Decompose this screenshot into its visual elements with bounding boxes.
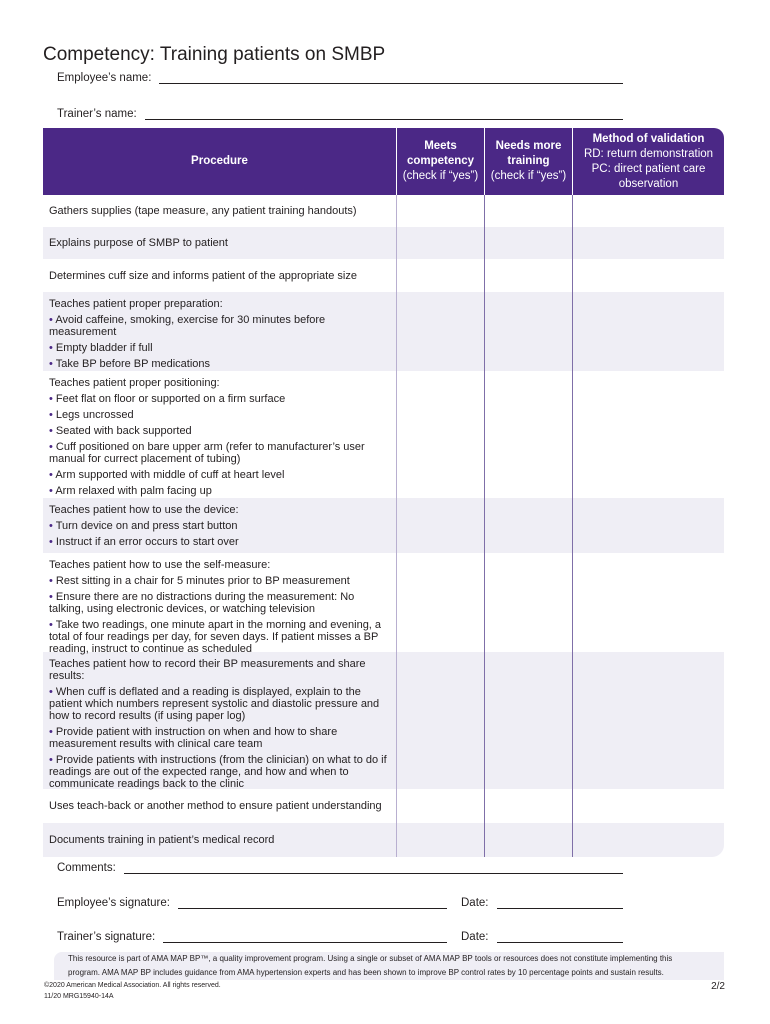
header-meets-competency: Meets competency (check if “yes”) [397,128,485,195]
needs-training-cell[interactable] [485,498,573,553]
needs-training-cell[interactable] [485,227,573,259]
meets-competency-cell[interactable] [397,553,485,652]
method-cell[interactable] [573,195,724,227]
header-needs-training: Needs more training (check if “yes”) [485,128,573,195]
employee-signature-label: Employee’s signature: [57,897,170,909]
table-header [43,128,724,195]
table-row [43,259,724,292]
trainer-date-line[interactable] [497,932,624,943]
footer-line-1: This resource is part of AMA MAP BP™, a quality improvement program. Using a single or subset of AMA MAP BP tools or resources does not constitute implementing this [68,954,673,963]
method-cell[interactable] [573,259,724,292]
table-row [43,789,724,823]
doc-code: 11/20 MRG15940-14A [44,993,114,1000]
meets-competency-cell[interactable] [397,652,485,789]
procedure-cell: Explains purpose of SMBP to patient [43,227,397,259]
method-cell[interactable] [573,227,724,259]
meets-competency-cell[interactable] [397,259,485,292]
employee-name-field [57,72,623,84]
page-title: Competency: Training patients on SMBP [43,44,386,65]
meets-competency-cell[interactable] [397,789,485,823]
meets-competency-cell[interactable] [397,292,485,371]
procedure-cell: Uses teach-back or another method to ensure patient understanding [43,789,397,823]
employee-date-line[interactable] [497,898,624,909]
needs-training-cell[interactable] [485,292,573,371]
procedure-cell: Gathers supplies (tape measure, any patient training handouts) [43,195,397,227]
procedure-cell: Teaches patient proper preparation: • Avoid caffeine, smoking, exercise for 30 minutes before measurement • Empty bladder if full • Take BP before BP medications [43,292,397,371]
employee-date-field [461,897,623,909]
comments-field [57,862,623,874]
needs-training-cell[interactable] [485,652,573,789]
method-cell[interactable] [573,823,724,857]
table-row [43,652,724,789]
trainer-signature-field [57,931,447,943]
procedure-cell: Determines cuff size and informs patient of the appropriate size [43,259,397,292]
procedure-cell: Documents training in patient’s medical record [43,823,397,857]
method-cell[interactable] [573,292,724,371]
table-row [43,292,724,371]
table-row [43,498,724,553]
trainer-name-label: Trainer’s name: [57,108,137,120]
trainer-signature-label: Trainer’s signature: [57,931,156,943]
comments-line[interactable] [124,863,623,874]
employee-signature-field [57,897,447,909]
page-number: 2/2 [711,981,725,992]
needs-training-cell[interactable] [485,371,573,498]
meets-competency-cell[interactable] [397,498,485,553]
employee-name-line[interactable] [159,73,623,84]
meets-competency-cell[interactable] [397,227,485,259]
meets-competency-cell[interactable] [397,823,485,857]
comments-label: Comments: [57,862,116,874]
header-method-of-validation: Method of validation RD: return demonstration PC: direct patient care observation [583,132,714,190]
method-cell[interactable] [573,789,724,823]
method-cell[interactable] [573,553,724,652]
method-cell[interactable] [573,371,724,498]
table-row [43,227,724,259]
meets-competency-cell[interactable] [397,195,485,227]
employee-date-label: Date: [461,897,489,909]
method-cell[interactable] [573,652,724,789]
trainer-signature-line[interactable] [163,932,447,943]
needs-training-cell[interactable] [485,259,573,292]
copyright: ©2020 American Medical Association. All rights reserved. [44,982,221,989]
employee-signature-line[interactable] [178,898,447,909]
method-cell[interactable] [573,498,724,553]
needs-training-cell[interactable] [485,823,573,857]
employee-name-label: Employee’s name: [57,72,152,84]
table-row [43,371,724,498]
table-row [43,823,724,857]
procedure-cell: Teaches patient how to use the self-measure: • Rest sitting in a chair for 5 minutes prior to BP measurement • Ensure there are no distractions during the measurement: No talking, using electronic devices, or watching television • Take two readings, one minute apart in the morning and evening, a total of four readings per day, for seven days. If patient misses a BP reading, instruct to continue as scheduled [43,553,397,652]
footer-disclaimer [54,952,724,980]
trainer-name-line[interactable] [145,109,623,120]
needs-training-cell[interactable] [485,195,573,227]
trainer-name-field [57,108,623,120]
procedure-cell: Teaches patient how to use the device: • Turn device on and press start button • Instruct if an error occurs to start over [43,498,397,553]
table-row [43,195,724,227]
meets-competency-cell[interactable] [397,371,485,498]
needs-training-cell[interactable] [485,789,573,823]
header-procedure: Procedure [43,128,397,195]
competency-table [43,128,724,857]
trainer-date-field [461,931,623,943]
needs-training-cell[interactable] [485,553,573,652]
procedure-cell: Teaches patient proper positioning: • Feet flat on floor or supported on a firm surface • Legs uncrossed • Seated with back supported • Cuff positioned on bare upper arm (refer to manufacturer’s user manual for currect placement of tubing) • Arm supported with middle of cuff at heart level • Arm relaxed with palm facing up [43,371,397,498]
footer-line-2: program. AMA MAP BP includes guidance from AMA hypertension experts and has been shown to improve BP control rates by 10 percentage points and sustain results. [68,968,664,977]
procedure-cell: Teaches patient how to record their BP measurements and share results: • When cuff is deflated and a reading is displayed, explain to the patient which numbers represent systolic and diastolic pressure and how to record results (if using paper log) • Provide patient with instruction on when and how to share measurement results with clinical care team • Provide patients with instructions (from the clinician) on what to do if readings are out of the expected range, and how and when to communicate readings back to the clinic [43,652,397,789]
table-row [43,553,724,655]
trainer-date-label: Date: [461,931,489,943]
